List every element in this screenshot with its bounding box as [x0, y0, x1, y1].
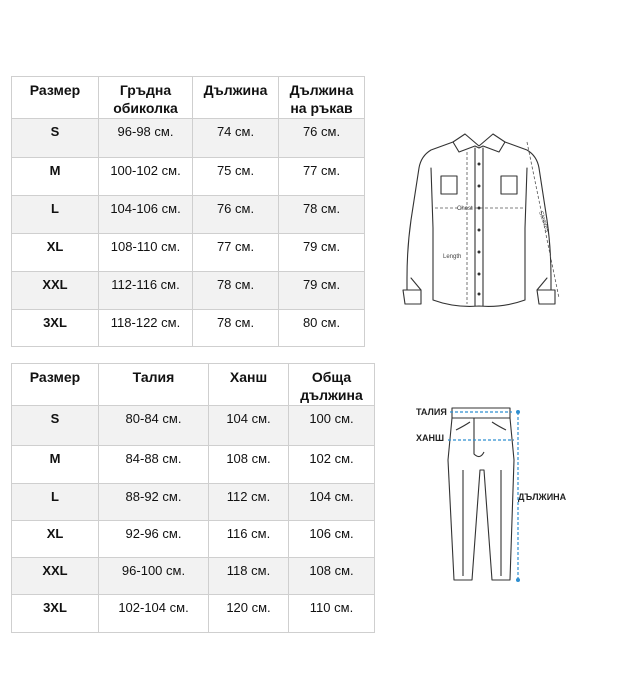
- table-header-row: [12, 364, 375, 406]
- total-length-cell: 110 см.: [289, 595, 375, 633]
- hip-cell: 108 см.: [209, 446, 289, 484]
- table-row: [12, 558, 375, 595]
- size-cell: L: [12, 484, 99, 521]
- chest-cell: 118-122 см.: [99, 310, 193, 347]
- length-cell: 77 см.: [193, 234, 279, 272]
- length-cell: 76 см.: [193, 196, 279, 234]
- shirt-measurement-diagram: [395, 128, 570, 318]
- table-row: [12, 196, 365, 234]
- sleeve-cell: 79 см.: [279, 234, 365, 272]
- header-cell: Талия: [99, 364, 209, 406]
- sleeve-cell: 80 см.: [279, 310, 365, 347]
- total-length-label: ДЪЛЖИНА: [518, 492, 567, 502]
- header-cell: Ханш: [209, 364, 289, 406]
- pants-size-table: [11, 363, 375, 633]
- size-cell: 3XL: [12, 310, 99, 347]
- size-cell: XL: [12, 521, 99, 558]
- size-cell: L: [12, 196, 99, 234]
- table-row: [12, 158, 365, 196]
- waist-cell: 84-88 см.: [99, 446, 209, 484]
- hip-label: ХАНШ: [416, 433, 445, 443]
- hip-cell: 116 см.: [209, 521, 289, 558]
- total-length-cell: 104 см.: [289, 484, 375, 521]
- sleeve-cell: 77 см.: [279, 158, 365, 196]
- chest-label: Chest: [457, 206, 473, 212]
- waist-label: ТАЛИЯ: [416, 407, 447, 417]
- waist-cell: 92-96 см.: [99, 521, 209, 558]
- length-cell: 78 см.: [193, 272, 279, 310]
- header-cell: Обща дължина: [289, 364, 375, 406]
- length-cell: 74 см.: [193, 119, 279, 158]
- table-row: [12, 234, 365, 272]
- chest-cell: 108-110 см.: [99, 234, 193, 272]
- sleeves-label: Sleeves: [537, 210, 551, 233]
- table-row: [12, 595, 375, 633]
- header-cell: Размер: [12, 77, 99, 119]
- table-row: [12, 521, 375, 558]
- waist-cell: 102-104 см.: [99, 595, 209, 633]
- size-cell: M: [12, 158, 99, 196]
- chest-cell: 100-102 см.: [99, 158, 193, 196]
- sleeve-cell: 78 см.: [279, 196, 365, 234]
- hip-cell: 118 см.: [209, 558, 289, 595]
- total-length-cell: 102 см.: [289, 446, 375, 484]
- table-row: [12, 406, 375, 446]
- total-length-cell: 108 см.: [289, 558, 375, 595]
- hip-cell: 120 см.: [209, 595, 289, 633]
- size-cell: M: [12, 446, 99, 484]
- header-cell: Дължина на ръкав: [279, 77, 365, 119]
- waist-cell: 80-84 см.: [99, 406, 209, 446]
- hip-cell: 112 см.: [209, 484, 289, 521]
- sleeve-cell: 79 см.: [279, 272, 365, 310]
- header-cell: Гръдна обиколка: [99, 77, 193, 119]
- table-row: [12, 484, 375, 521]
- header-cell: Размер: [12, 364, 99, 406]
- chest-cell: 112-116 см.: [99, 272, 193, 310]
- size-cell: XXL: [12, 272, 99, 310]
- table-row: [12, 446, 375, 484]
- header-cell: Дължина: [193, 77, 279, 119]
- size-cell: 3XL: [12, 595, 99, 633]
- waist-cell: 88-92 см.: [99, 484, 209, 521]
- size-cell: XXL: [12, 558, 99, 595]
- table-row: [12, 272, 365, 310]
- chest-cell: 104-106 см.: [99, 196, 193, 234]
- total-length-cell: 100 см.: [289, 406, 375, 446]
- table-row: [12, 310, 365, 347]
- size-cell: S: [12, 119, 99, 158]
- shirt-size-table: [11, 76, 365, 347]
- length-label: Length: [443, 254, 462, 260]
- hip-cell: 104 см.: [209, 406, 289, 446]
- length-cell: 75 см.: [193, 158, 279, 196]
- size-cell: S: [12, 406, 99, 446]
- chest-cell: 96-98 см.: [99, 119, 193, 158]
- waist-cell: 96-100 см.: [99, 558, 209, 595]
- table-header-row: [12, 77, 365, 119]
- sleeve-cell: 76 см.: [279, 119, 365, 158]
- pants-measurement-diagram: [410, 400, 567, 600]
- total-length-cell: 106 см.: [289, 521, 375, 558]
- length-cell: 78 см.: [193, 310, 279, 347]
- table-row: [12, 119, 365, 158]
- size-cell: XL: [12, 234, 99, 272]
